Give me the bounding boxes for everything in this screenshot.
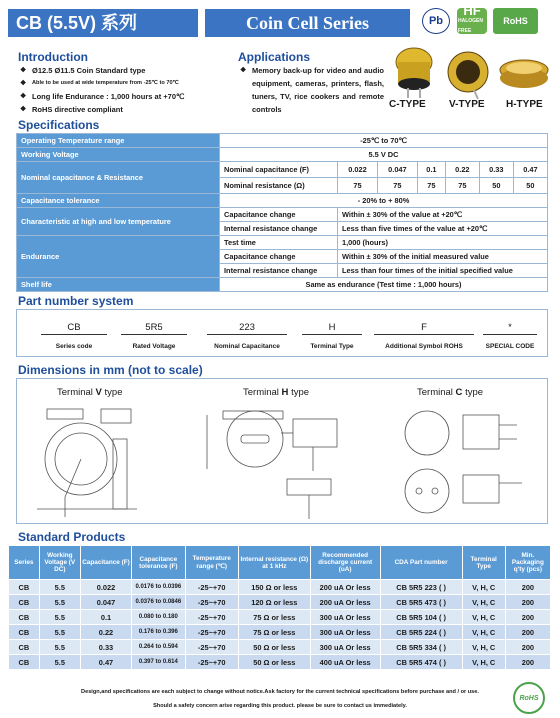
bullet-icon: ❖ xyxy=(20,80,27,87)
table-cell: 200 xyxy=(505,595,550,610)
table-row xyxy=(17,278,548,292)
caption-series: Series code xyxy=(55,343,93,350)
table-cell: 200 xyxy=(505,640,550,655)
table-cell: 0.397 to 0.614 xyxy=(132,655,185,670)
rohs-seal-icon: RoHS xyxy=(513,682,545,714)
series-subtitle: Coin Cell Series xyxy=(205,9,410,37)
table-cell: 200 xyxy=(505,610,550,625)
table-cell: 200 xyxy=(505,625,550,640)
table-cell: Capacitance tolerance xyxy=(17,194,220,208)
table-row xyxy=(17,148,548,162)
table-cell: 0.1 xyxy=(417,162,445,178)
table-cell: Within ± 30% of the value at +20℃ xyxy=(338,208,548,222)
terminal-v-title: Terminal V type xyxy=(57,387,123,398)
table-cell: V, H, C xyxy=(462,640,505,655)
table-cell: 0.047 xyxy=(80,595,131,610)
table-cell: Test time xyxy=(220,236,338,250)
table-cell: 50 xyxy=(479,178,513,194)
page-header xyxy=(0,0,560,40)
table-row xyxy=(9,655,551,670)
table-cell: 1,000 (hours) xyxy=(338,236,548,250)
column-header: CDA Part number xyxy=(380,546,462,580)
table-cell: Within ± 30% of the initial measured value xyxy=(338,250,548,264)
table-cell: V, H, C xyxy=(462,580,505,595)
table-row xyxy=(9,640,551,655)
table-row xyxy=(17,162,548,178)
table-row xyxy=(17,236,548,250)
table-row xyxy=(9,625,551,640)
table-cell: Internal resistance change xyxy=(220,264,338,278)
table-cell: 50 Ω or less xyxy=(238,655,310,670)
table-cell: -25~+70 xyxy=(185,655,238,670)
table-cell: Endurance xyxy=(17,236,220,278)
table-cell: V, H, C xyxy=(462,610,505,625)
column-header: Temperature range (℃) xyxy=(185,546,238,580)
table-cell: Operating Temperature range xyxy=(17,134,220,148)
table-cell: 0.080 to 0.180 xyxy=(132,610,185,625)
table-cell: 75 Ω or less xyxy=(238,610,310,625)
table-cell: 0.022 xyxy=(80,580,131,595)
table-cell: 0.022 xyxy=(338,162,378,178)
table-cell: Nominal capacitance (F) xyxy=(220,162,338,178)
table-cell: 400 uA Or less xyxy=(310,655,380,670)
table-cell: 300 uA Or less xyxy=(310,625,380,640)
table-row xyxy=(9,595,551,610)
table-cell: Nominal capacitance & Resistance xyxy=(17,162,220,194)
bullet-icon: ❖ xyxy=(20,106,27,113)
table-cell: Shelf life xyxy=(17,278,220,292)
table-cell: CB xyxy=(9,640,40,655)
table-cell: 5.5 xyxy=(39,580,80,595)
v-type-capacitor-image xyxy=(448,52,488,99)
part-code-voltage: 5R5 xyxy=(121,322,187,335)
table-cell: 0.0376 to 0.0846 xyxy=(132,595,185,610)
table-cell: -25~+70 xyxy=(185,595,238,610)
caption-rohs: Additional Symbol ROHS xyxy=(385,343,463,350)
table-cell: Characteristic at high and low temperature xyxy=(17,208,220,236)
table-cell: CB xyxy=(9,580,40,595)
table-cell: 0.47 xyxy=(513,162,547,178)
table-cell: 200 xyxy=(505,580,550,595)
terminal-c-title: Terminal C type xyxy=(417,387,484,398)
product-photos xyxy=(386,44,556,100)
table-cell: 200 uA Or less xyxy=(310,580,380,595)
part-code-terminal: H xyxy=(302,322,362,335)
table-cell: CB 5R5 473 ( ) xyxy=(380,595,462,610)
table-row xyxy=(17,208,548,222)
table-cell: CB 5R5 223 ( ) xyxy=(380,580,462,595)
table-cell: 0.047 xyxy=(377,162,417,178)
table-cell: 0.176 to 0.396 xyxy=(132,625,185,640)
table-row xyxy=(9,610,551,625)
table-cell: V, H, C xyxy=(462,595,505,610)
table-cell: Capacitance change xyxy=(220,250,338,264)
table-cell: CB 5R5 104 ( ) xyxy=(380,610,462,625)
column-header: Terminal Type xyxy=(462,546,505,580)
lead-free-icon: Pb xyxy=(422,8,450,34)
terminal-c-drawing xyxy=(405,411,522,513)
table-cell: 75 xyxy=(338,178,378,194)
table-cell: Less than five times of the value at +20℃ xyxy=(338,222,548,236)
column-header: Capacitance (F) xyxy=(80,546,131,580)
bullet-icon: ❖ xyxy=(20,93,27,100)
table-cell: CB 5R5 224 ( ) xyxy=(380,625,462,640)
table-cell: Less than four times of the initial specified value xyxy=(338,264,548,278)
table-header-row xyxy=(9,546,551,580)
part-number-box xyxy=(16,309,548,357)
column-header: Internal resistance (Ω) at 1 kHz xyxy=(238,546,310,580)
c-type-label: C-TYPE xyxy=(389,99,426,110)
table-cell: -25~+70 xyxy=(185,625,238,640)
caption-capacitance: Nominal Capacitance xyxy=(214,343,280,350)
table-cell: 5.5 xyxy=(39,640,80,655)
list-item: ❖ Ø12.5 Ø11.5 Coin Standard type xyxy=(20,66,146,75)
table-cell: Working Voltage xyxy=(17,148,220,162)
column-header: Min. Packaging q'ty (pcs) xyxy=(505,546,550,580)
footer-safety-note: Should a safety concern arise regarding this product. please be sure to contact us immediately. xyxy=(153,703,407,709)
footer-disclaimer: Design,and specifications are each subject to change without notice.Ask factory for the current technical specifications before purchase and / or use. xyxy=(81,689,479,695)
part-code-special: * xyxy=(483,322,537,335)
table-cell: 5.5 xyxy=(39,655,80,670)
h-type-capacitor-image xyxy=(500,60,548,88)
table-cell: V, H, C xyxy=(462,655,505,670)
c-type-capacitor-image xyxy=(396,48,432,98)
specifications-table xyxy=(16,133,548,292)
table-cell: -25℃ to 70℃ xyxy=(220,134,548,148)
part-code-series: CB xyxy=(41,322,107,335)
bullet-icon: ❖ xyxy=(20,67,27,74)
table-cell: 0.0176 to 0.0396 xyxy=(132,580,185,595)
table-cell: -25~+70 xyxy=(185,610,238,625)
table-cell: 75 Ω or less xyxy=(238,625,310,640)
series-title: CB (5.5V) 系列 xyxy=(8,9,198,37)
introduction-title: Introduction xyxy=(18,50,88,64)
table-cell: 50 xyxy=(513,178,547,194)
terminal-h-title: Terminal H type xyxy=(243,387,310,398)
table-cell: 0.33 xyxy=(80,640,131,655)
table-cell: 150 Ω or less xyxy=(238,580,310,595)
table-cell: CB 5R5 474 ( ) xyxy=(380,655,462,670)
table-cell: 0.22 xyxy=(80,625,131,640)
introduction-list xyxy=(18,64,238,116)
table-cell: 50 Ω or less xyxy=(238,640,310,655)
applications-title: Applications xyxy=(238,50,311,64)
list-item: ❖ Able to be used at wide temperature from -25℃ to 70℃ xyxy=(18,77,238,90)
caption-terminal: Terminal Type xyxy=(310,343,354,350)
table-row xyxy=(17,194,548,208)
caption-voltage: Rated Voltage xyxy=(132,343,176,350)
table-cell: -25~+70 xyxy=(185,580,238,595)
column-header: Working Voltage (V DC) xyxy=(39,546,80,580)
terminal-v-drawing xyxy=(37,409,137,517)
table-cell: Internal resistance change xyxy=(220,222,338,236)
table-cell: Nominal resistance (Ω) xyxy=(220,178,338,194)
part-code-capacitance: 223 xyxy=(207,322,287,335)
table-cell: 0.1 xyxy=(80,610,131,625)
table-cell: CB 5R5 334 ( ) xyxy=(380,640,462,655)
table-cell: 200 xyxy=(505,655,550,670)
table-cell: Capacitance change xyxy=(220,208,338,222)
table-cell: -25~+70 xyxy=(185,640,238,655)
table-cell: CB xyxy=(9,595,40,610)
list-item: ❖ RoHS directive compliant xyxy=(20,105,123,114)
table-cell: 0.264 to 0.594 xyxy=(132,640,185,655)
h-type-label: H-TYPE xyxy=(506,99,543,110)
dimension-drawings xyxy=(17,379,547,525)
table-cell: Same as endurance (Test time : 1,000 hours) xyxy=(220,278,548,292)
table-cell: 300 uA Or less xyxy=(310,640,380,655)
column-header: Recommended discharge current (uA) xyxy=(310,546,380,580)
table-cell: 300 uA Or less xyxy=(310,610,380,625)
table-cell: V, H, C xyxy=(462,625,505,640)
table-cell: 0.33 xyxy=(479,162,513,178)
table-cell: 5.5 xyxy=(39,610,80,625)
table-cell: 5.5 V DC xyxy=(220,148,548,162)
applications-list xyxy=(238,64,384,116)
table-cell: 75 xyxy=(377,178,417,194)
caption-special: SPECIAL CODE xyxy=(485,343,535,350)
column-header: Series xyxy=(9,546,40,580)
dimensions-box xyxy=(16,378,548,524)
list-item: ❖ Long life Endurance : 1,000 hours at +70℃ xyxy=(20,92,185,101)
table-row xyxy=(17,134,548,148)
rohs-icon: RoHS xyxy=(493,8,538,34)
table-cell: 200 uA Or less xyxy=(310,595,380,610)
table-cell: 0.22 xyxy=(445,162,479,178)
halogen-free-icon: HF HALOGEN FREE xyxy=(457,8,487,34)
table-cell: 120 Ω or less xyxy=(238,595,310,610)
table-cell: 5.5 xyxy=(39,625,80,640)
bullet-icon: ❖ xyxy=(240,67,247,74)
part-number-title: Part number system xyxy=(18,294,134,308)
table-cell: CB xyxy=(9,610,40,625)
table-cell: CB xyxy=(9,625,40,640)
list-item: ❖ Memory back-up for video and audio equipment, cameras, printers, flash, tuners, TV, rice cookers and remote controls xyxy=(240,66,384,114)
table-cell: 5.5 xyxy=(39,595,80,610)
standard-products-title: Standard Products xyxy=(18,530,126,544)
table-row xyxy=(9,580,551,595)
column-header: Capacitance tolerance (F) xyxy=(132,546,185,580)
table-cell: - 20% to + 80% xyxy=(220,194,548,208)
v-type-label: V-TYPE xyxy=(449,99,485,110)
terminal-h-drawing xyxy=(207,411,337,519)
table-cell: 0.47 xyxy=(80,655,131,670)
standard-products-table xyxy=(8,545,551,670)
table-cell: 75 xyxy=(445,178,479,194)
specifications-title: Specifications xyxy=(18,118,100,132)
table-cell: 75 xyxy=(417,178,445,194)
table-cell: CB xyxy=(9,655,40,670)
dimensions-title: Dimensions in mm (not to scale) xyxy=(18,363,203,377)
part-code-rohs: F xyxy=(374,322,474,335)
